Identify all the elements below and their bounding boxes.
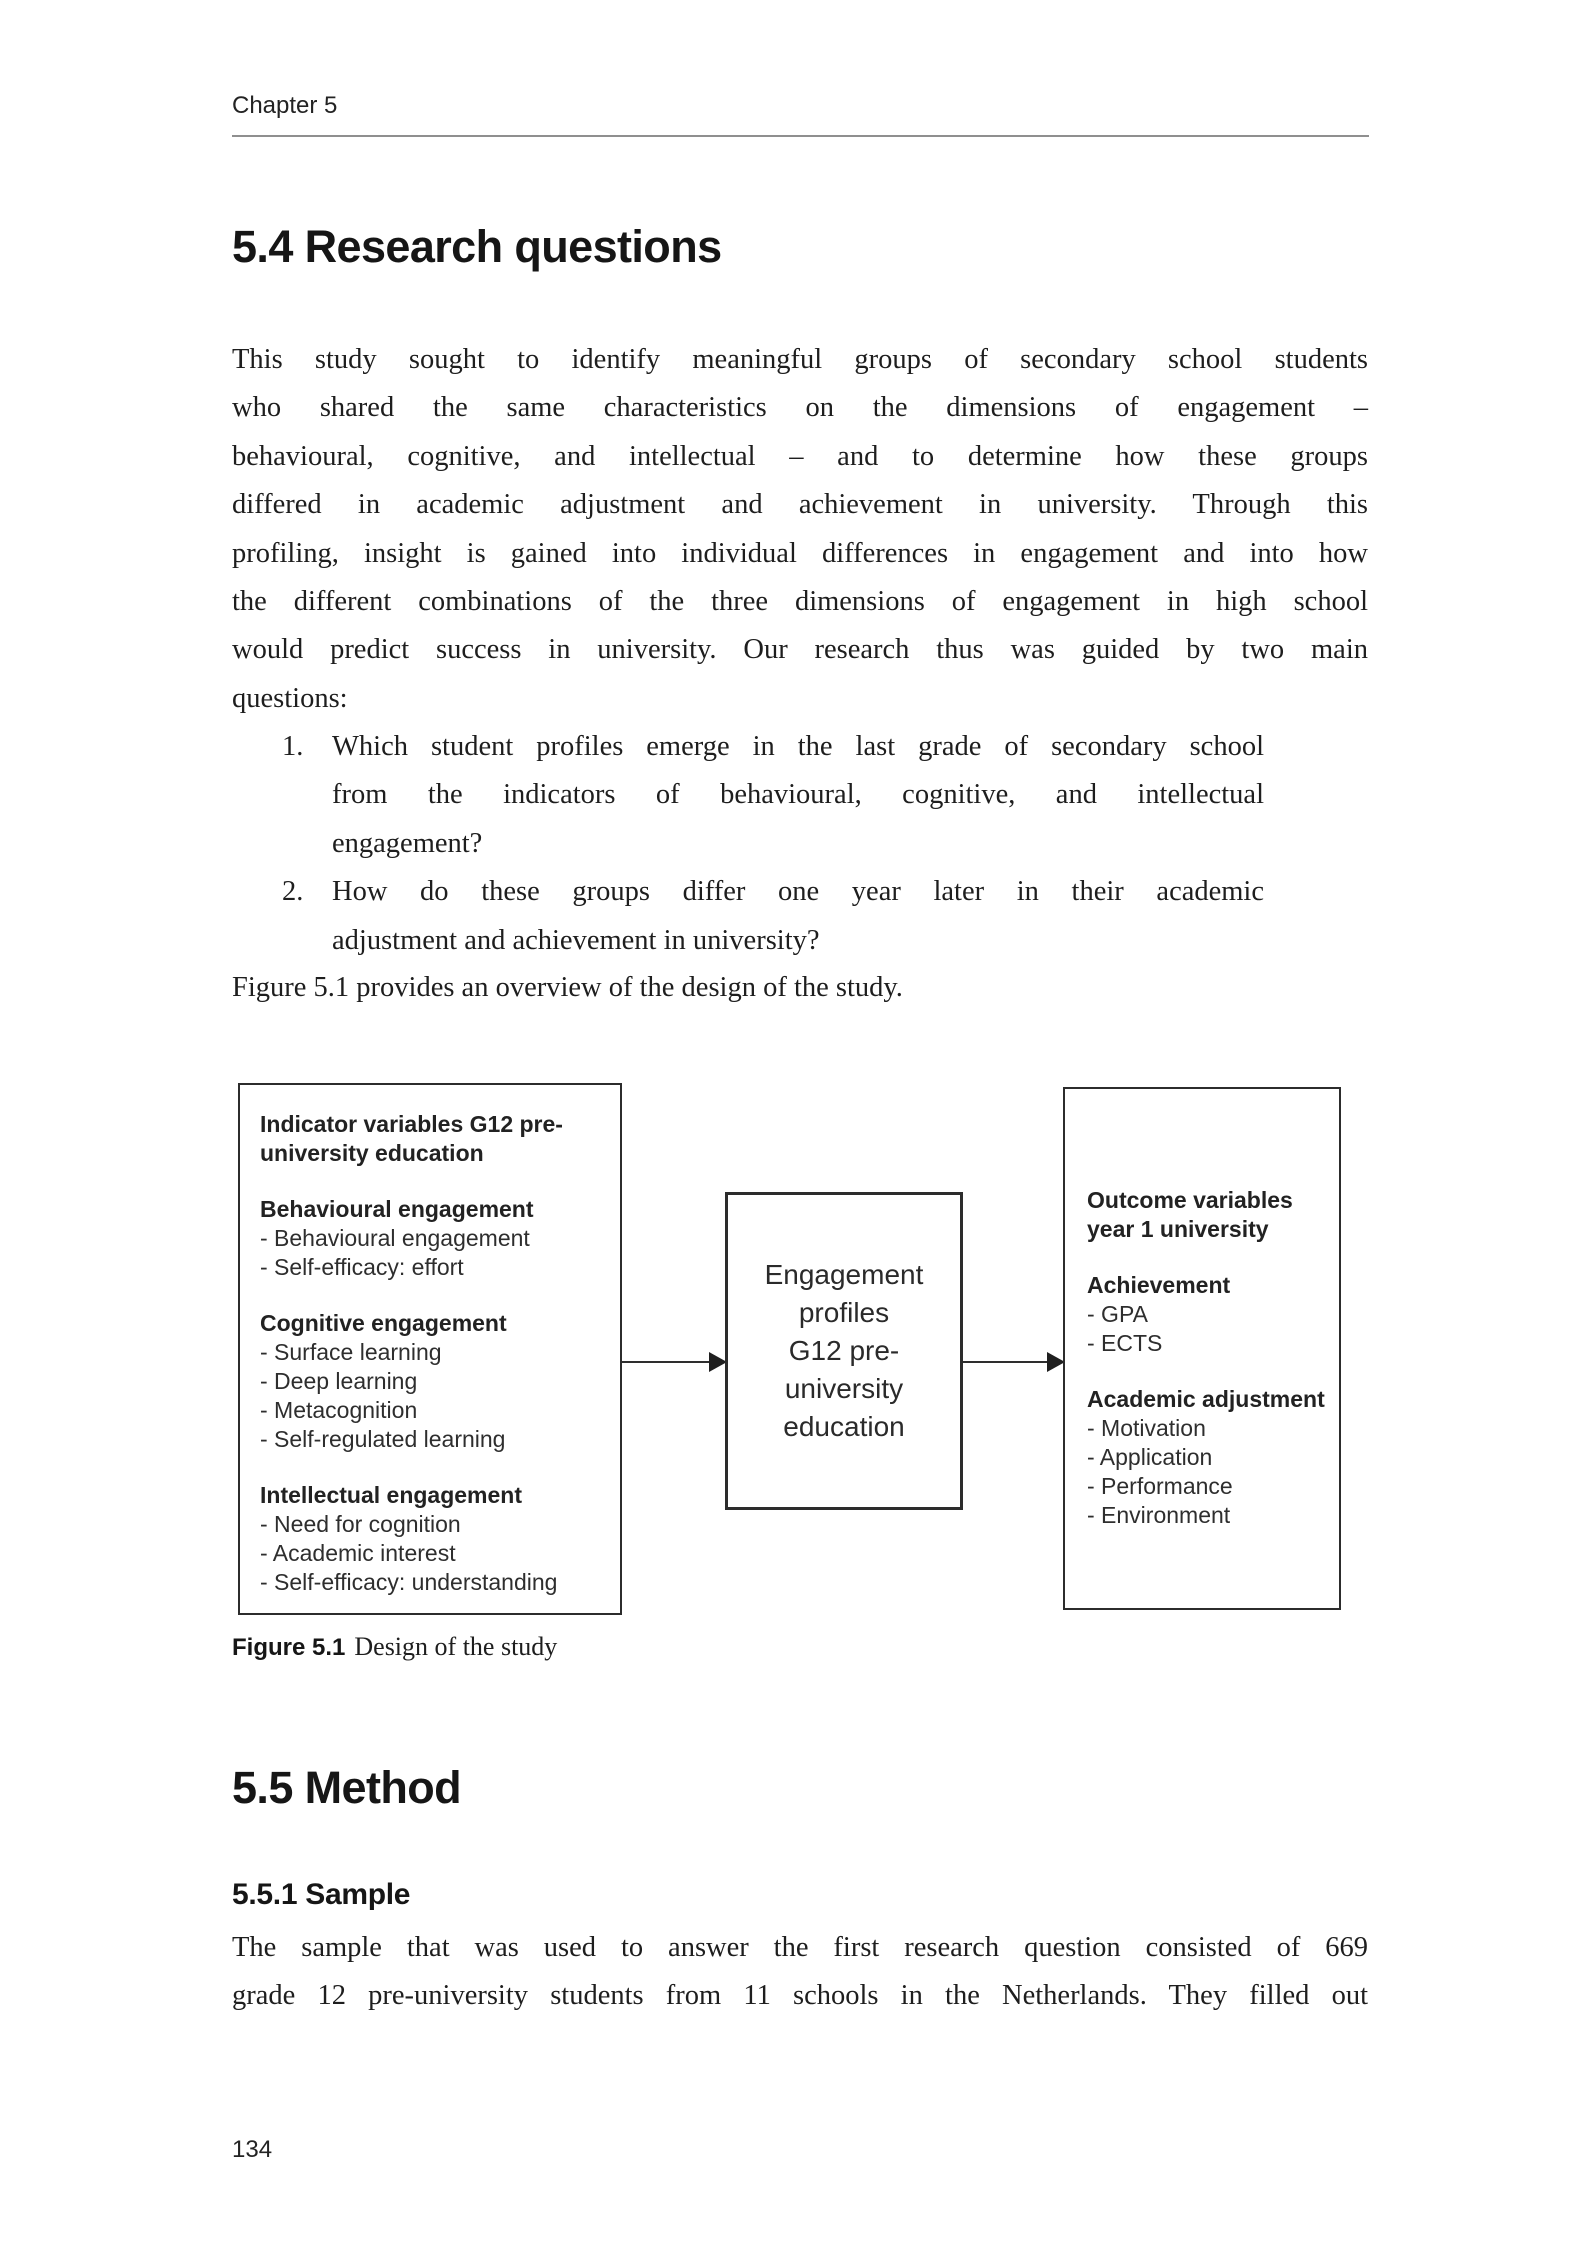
group-item: - Surface learning: [260, 1339, 442, 1365]
figure-reference-line: Figure 5.1 provides an overview of the design of the study.: [232, 972, 903, 1003]
flow-connector: [622, 1361, 711, 1363]
list-item: [232, 868, 1368, 965]
group-heading: Cognitive engagement: [260, 1310, 507, 1336]
group-item: - ECTS: [1087, 1330, 1163, 1356]
figure-caption-label: Figure 5.1: [232, 1634, 346, 1661]
subsection-title-5-5-1: 5.5.1 Sample: [232, 1878, 411, 1911]
behavioural-engagement-group: [260, 1195, 604, 1282]
academic-adjustment-group: [1087, 1385, 1327, 1530]
box-title-line: Outcome variables: [1087, 1187, 1293, 1213]
group-heading: Intellectual engagement: [260, 1482, 523, 1508]
list-line: adjustment and achievement in university?: [332, 924, 820, 956]
group-heading: Achievement: [1087, 1272, 1231, 1298]
paragraph-line: profiling, insight is gained into individual differences in engagement and into how: [232, 537, 1368, 569]
box-title-line: Indicator variables G12 pre-: [260, 1111, 563, 1137]
list-item: [232, 723, 1368, 868]
paragraph-line: questions:: [232, 682, 348, 714]
group-item: - Deep learning: [260, 1368, 418, 1394]
group-item: - Application: [1087, 1444, 1213, 1470]
flow-connector: [963, 1361, 1049, 1363]
research-questions-list: [232, 723, 1368, 965]
box-text-line: Engagement: [764, 1259, 924, 1290]
intellectual-engagement-group: [260, 1481, 604, 1597]
indicator-variables-box: [238, 1083, 622, 1615]
group-item: - Behavioural engagement: [260, 1225, 530, 1251]
box-text-line: profiles: [798, 1297, 890, 1328]
engagement-profiles-box: [725, 1192, 963, 1510]
list-line: engagement?: [332, 827, 483, 859]
group-item: - Environment: [1087, 1502, 1231, 1528]
header-rule: [232, 135, 1369, 137]
chapter-label: Chapter 5: [232, 92, 338, 119]
list-line: Which student profiles emerge in the last grade of secondary school: [332, 731, 1264, 762]
list-line: How do these groups differ one year later in their academic: [332, 876, 1264, 908]
figure-caption-text: Design of the study: [354, 1632, 558, 1661]
paragraph-line: The sample that was used to answer the first research question consisted of 669: [232, 1932, 1368, 1963]
group-item: - Motivation: [1087, 1415, 1206, 1441]
figure-5-1: [232, 1083, 1368, 1615]
figure-caption: [232, 1632, 557, 1662]
list-number: 2.: [282, 876, 304, 908]
research-questions-paragraph: [232, 336, 1368, 723]
box-title-line: university education: [260, 1140, 484, 1166]
box-text-line: university: [784, 1373, 904, 1404]
paragraph-line: behavioural, cognitive, and intellectual – and to determine how these groups: [232, 440, 1368, 472]
group-item: - Self-regulated learning: [260, 1426, 506, 1452]
sample-paragraph: [232, 1924, 1368, 2021]
box-text-line: education: [783, 1411, 905, 1442]
group-item: - Performance: [1087, 1473, 1233, 1499]
group-item: - GPA: [1087, 1301, 1148, 1327]
box-text-line: G12 pre-: [788, 1335, 900, 1366]
paragraph-line: would predict success in university. Our research thus was guided by two main: [232, 634, 1368, 666]
group-item: - Need for cognition: [260, 1511, 461, 1537]
group-item: - Self-efficacy: understanding: [260, 1569, 558, 1595]
paragraph-line: This study sought to identify meaningful groups of secondary school students: [232, 344, 1368, 375]
paragraph-line: the different combinations of the three dimensions of engagement in high school: [232, 586, 1368, 618]
cognitive-engagement-group: [260, 1309, 604, 1454]
page-number: 134: [232, 2136, 273, 2163]
group-item: - Self-efficacy: effort: [260, 1254, 464, 1280]
outcome-variables-box: [1063, 1087, 1341, 1610]
box-title-line: year 1 university: [1087, 1216, 1269, 1242]
list-line: from the indicators of behavioural, cognitive, and intellectual: [332, 779, 1264, 811]
achievement-group: [1087, 1271, 1327, 1358]
group-heading: Behavioural engagement: [260, 1196, 534, 1222]
section-title-5-4: 5.4 Research questions: [232, 221, 722, 272]
paragraph-line: who shared the same characteristics on the dimensions of engagement –: [232, 392, 1368, 424]
group-heading: Academic adjustment: [1087, 1386, 1325, 1412]
list-number: 1.: [282, 731, 304, 762]
paragraph-line: differed in academic adjustment and achievement in university. Through this: [232, 489, 1368, 521]
group-item: - Metacognition: [260, 1397, 418, 1423]
paragraph-line: grade 12 pre-university students from 11 schools in the Netherlands. They filled out: [232, 1980, 1368, 2012]
section-title-5-5: 5.5 Method: [232, 1762, 462, 1813]
group-item: - Academic interest: [260, 1540, 456, 1566]
